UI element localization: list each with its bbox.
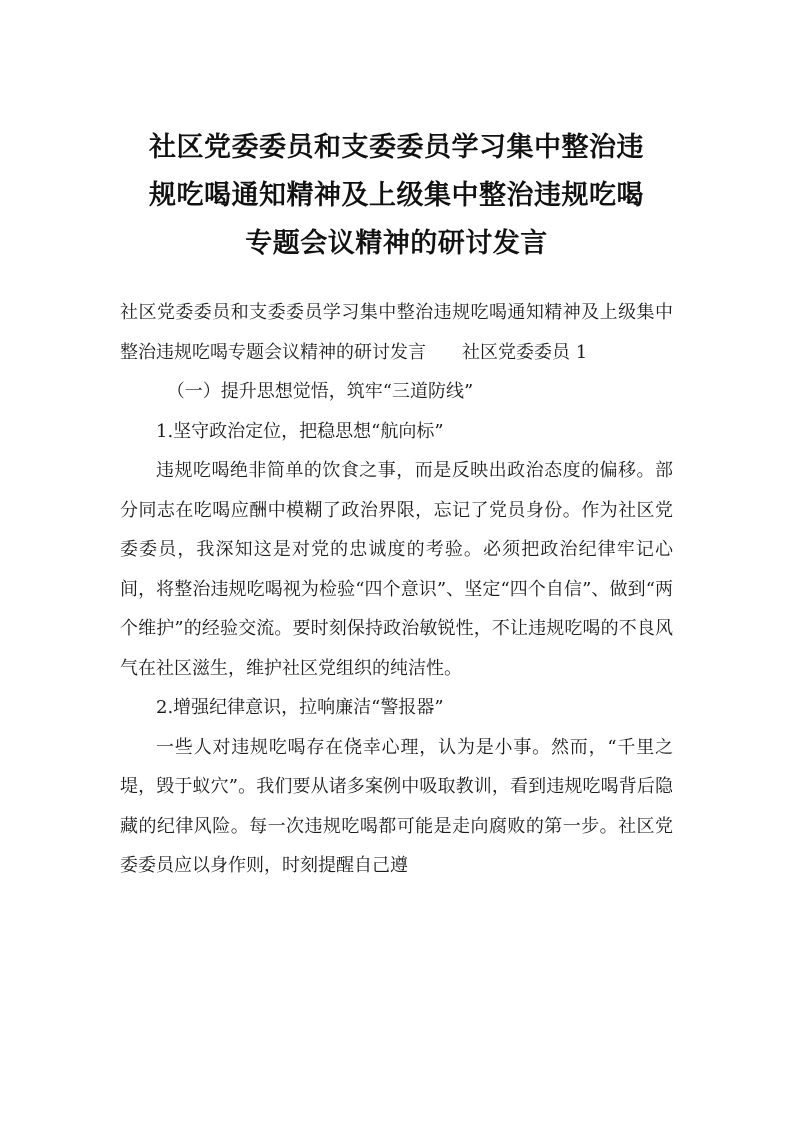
title-line-2: 规吃喝通知精神及上级集中整治违规吃喝 bbox=[149, 180, 644, 211]
subsection-heading-1: 1.坚守政治定位，把稳思想“航向标” bbox=[156, 420, 444, 442]
intro-paragraph: 社区党委委员和支委委员学习集中整治违规吃喝通知精神及上级集中整治违规吃喝专题会议精神的研讨发言 社区党委委员 1 bbox=[120, 302, 673, 363]
section-heading: （一）提升思想觉悟，筑牢“三道防线” bbox=[166, 381, 474, 402]
document-title bbox=[100, 124, 693, 268]
title-line-3: 专题会议精神的研讨发言 bbox=[245, 228, 548, 259]
paragraph-1: 违规吃喝绝非简单的饮食之事，而是反映出政治态度的偏移。部分同志在吃喝应酬中模糊了政治界限，忘记了党员身份。作为社区党委委员，我深知这是对党的忠诚度的考验。必须把政治纪律牢记心间，将整治违规吃喝视为检验“四个意识”、坚定“四个自信”、做到“两个维护”的经验交流。要时刻保持政治敏锐性，不让违规吃喝的不良风气在社区滋生，维护社区党组织的纯洁性。 bbox=[120, 460, 673, 679]
paragraph-2: 一些人对违规吃喝存在侥幸心理，认为是小事。然而，“千里之堤，毁于蚁穴”。我们要从诸多案例中吸取教训，看到违规吃喝背后隐藏的纪律风险。每一次违规吃喝都可能是走向腐败的第一步。社区党委委员应以身作则，时刻提醒自己遵 bbox=[120, 736, 673, 876]
document-body bbox=[120, 293, 673, 886]
title-line-1: 社区党委委员和支委委员学习集中整治违 bbox=[149, 132, 644, 163]
subsection-heading-2: 2.增强纪律意识，拉响廉洁“警报器” bbox=[156, 697, 444, 718]
